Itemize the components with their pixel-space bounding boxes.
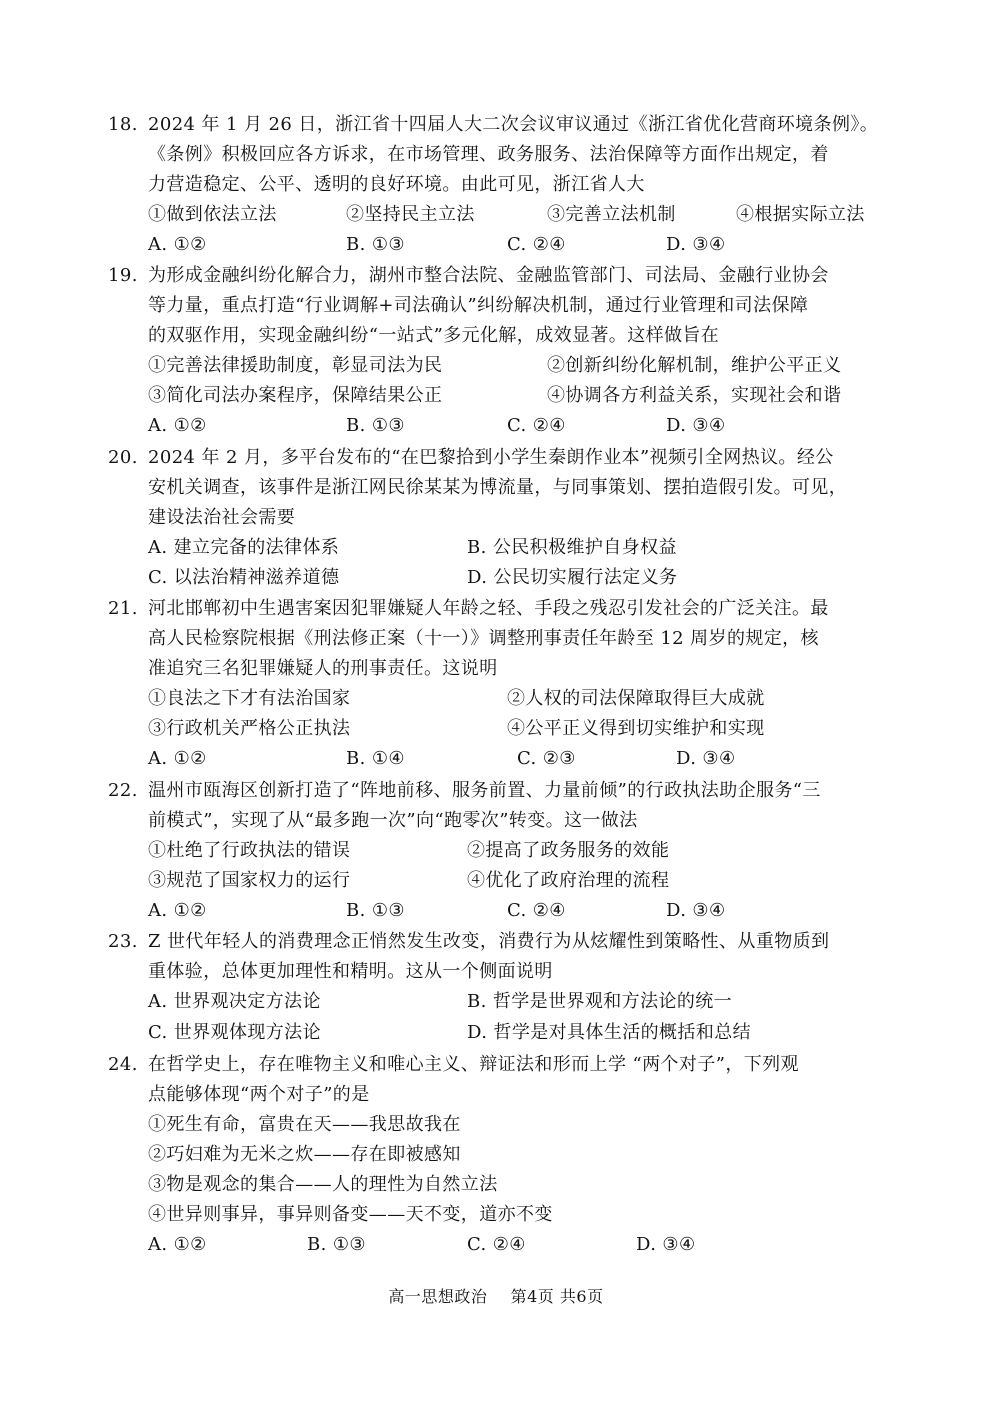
statement-item-2: ②提高了政务服务的效能 xyxy=(467,840,670,861)
statement-item-3: ③简化司法办案程序，保障结果公正 xyxy=(148,385,443,406)
statement-item-1: ①杜绝了行政执法的错误 xyxy=(148,840,351,861)
statement-item-2: ②人权的司法保障取得巨大成就 xyxy=(507,688,765,709)
question-stem-line: 河北邯郸初中生遇害案因犯罪嫌疑人年龄之轻、手段之残忍引发社会的广泛关注。最 xyxy=(148,598,829,619)
question-number: 21. xyxy=(108,598,138,619)
choice-a: A. 世界观决定方法论 xyxy=(148,991,321,1012)
question-number: 22. xyxy=(108,780,138,801)
choice-a: A. 建立完备的法律体系 xyxy=(148,537,340,558)
statement-item-2: ②创新纠纷化解机制，维护公平正义 xyxy=(547,355,842,376)
question-stem-line: 为形成金融纠纷化解合力，湖州市整合法院、金融监管部门、司法局、金融行业协会 xyxy=(148,265,829,286)
statement-item-4: ④优化了政府治理的流程 xyxy=(467,870,670,891)
choice-d: D. 公民切实履行法定义务 xyxy=(467,567,678,588)
question-stem-line: 点能够体现“两个对子”的是 xyxy=(148,1084,370,1105)
question-stem-line: Z 世代年轻人的消费理念正悄然发生改变，消费行为从炫耀性到策略性、从重物质到 xyxy=(148,931,830,952)
footer-subject: 高一思想政治 xyxy=(388,1287,488,1306)
statement-item-3: ③规范了国家权力的运行 xyxy=(148,870,351,891)
choice-d: D. ③④ xyxy=(676,748,736,769)
question-number: 20. xyxy=(108,447,138,468)
choice-c: C. ②④ xyxy=(507,900,566,921)
statement-item-4: ④协调各方利益关系，实现社会和谐 xyxy=(547,385,842,406)
choice-a: A. ①② xyxy=(148,748,207,769)
choice-b: B. ①③ xyxy=(346,415,405,436)
statement-item-2: ②巧妇难为无米之炊——存在即被感知 xyxy=(148,1144,461,1165)
statement-item-3: ③行政机关严格公正执法 xyxy=(148,718,351,739)
question-stem-line: 建设法治社会需要 xyxy=(148,507,296,528)
question-number: 18. xyxy=(108,114,138,135)
statement-item-4: ④公平正义得到切实维护和实现 xyxy=(507,718,765,739)
choice-d: D. ③④ xyxy=(666,900,726,921)
question-stem-line: 2024 年 1 月 26 日，浙江省十四届人大二次会议审议通过《浙江省优化营商环境条例》。 xyxy=(148,114,879,135)
question-stem-line: 安机关调查，该事件是浙江网民徐某某为博流量，与同事策划、摆拍造假引发。可见， xyxy=(148,477,848,498)
question-stem-line: 力营造稳定、公平、透明的良好环境。由此可见，浙江省人大 xyxy=(148,174,645,195)
choice-b: B. ①③ xyxy=(346,900,405,921)
statement-item-1: ①死生有命，富贵在天——我思故我在 xyxy=(148,1114,461,1135)
statement-item-1: ①做到依法立法 xyxy=(148,204,277,225)
choice-b: B. 公民积极维护自身权益 xyxy=(467,537,677,558)
statement-item-3: ③完善立法机制 xyxy=(547,204,676,225)
choice-a: A. ①② xyxy=(148,234,207,255)
question-stem-line: 《条例》积极回应各方诉求，在市场管理、政务服务、法治保障等方面作出规定，着 xyxy=(148,144,829,165)
question-number: 19. xyxy=(108,265,138,286)
choice-b: B. ①③ xyxy=(307,1234,366,1255)
statement-item-4: ④根据实际立法 xyxy=(736,204,865,225)
question-stem-line: 等力量，重点打造“行业调解+司法确认”纠纷解决机制，通过行业管理和司法保障 xyxy=(148,295,809,316)
question-number: 23. xyxy=(108,931,138,952)
statement-item-1: ①完善法律援助制度，彰显司法为民 xyxy=(148,355,443,376)
choice-d: D. 哲学是对具体生活的概括和总结 xyxy=(467,1022,752,1043)
statement-item-1: ①良法之下才有法治国家 xyxy=(148,688,351,709)
choice-b: B. ①④ xyxy=(346,748,405,769)
question-stem-line: 2024 年 2 月，多平台发布的“在巴黎拾到小学生秦朗作业本”视频引全网热议。经公 xyxy=(148,447,834,468)
choice-a: A. ①② xyxy=(148,900,207,921)
choice-d: D. ③④ xyxy=(636,1234,696,1255)
choice-c: C. ②④ xyxy=(467,1234,526,1255)
choice-a: A. ①② xyxy=(148,415,207,436)
question-stem-line: 准追究三名犯罪嫌疑人的刑事责任。这说明 xyxy=(148,658,498,679)
choice-c: C. ②④ xyxy=(507,234,566,255)
question-stem-line: 温州市瓯海区创新打造了“阵地前移、服务前置、力量前倾”的行政执法助企服务“三 xyxy=(148,780,821,801)
choice-c: C. ②④ xyxy=(507,415,566,436)
statement-item-2: ②坚持民主立法 xyxy=(346,204,475,225)
choice-b: B. ①③ xyxy=(346,234,405,255)
footer-page-info: 第4页 共6页 xyxy=(510,1287,604,1306)
choice-a: A. ①② xyxy=(148,1234,207,1255)
choice-c: C. ②③ xyxy=(517,748,576,769)
page-footer xyxy=(0,1284,992,1310)
choice-c: C. 以法治精神滋养道德 xyxy=(148,567,340,588)
question-stem-line: 在哲学史上，存在唯物主义和唯心主义、辩证法和形而上学 “两个对子”，下列观 xyxy=(148,1054,799,1075)
choice-b: B. 哲学是世界观和方法论的统一 xyxy=(467,991,733,1012)
choice-d: D. ③④ xyxy=(666,415,726,436)
statement-item-3: ③物是观念的集合——人的理性为自然立法 xyxy=(148,1174,498,1195)
question-stem-line: 高人民检察院根据《刑法修正案（十一）》调整刑事责任年龄至 12 周岁的规定，核 xyxy=(148,628,819,649)
choice-d: D. ③④ xyxy=(666,234,726,255)
question-stem-line: 的双驱作用，实现金融纠纷“一站式”多元化解，成效显著。这样做旨在 xyxy=(148,325,720,346)
question-number: 24. xyxy=(108,1054,138,1075)
question-stem-line: 前模式”，实现了从“最多跑一次”向“跑零次”转变。这一做法 xyxy=(148,810,638,831)
choice-c: C. 世界观体现方法论 xyxy=(148,1022,321,1043)
statement-item-4: ④世异则事异，事异则备变——天不变，道亦不变 xyxy=(148,1204,553,1225)
question-stem-line: 重体验，总体更加理性和精明。这从一个侧面说明 xyxy=(148,961,553,982)
